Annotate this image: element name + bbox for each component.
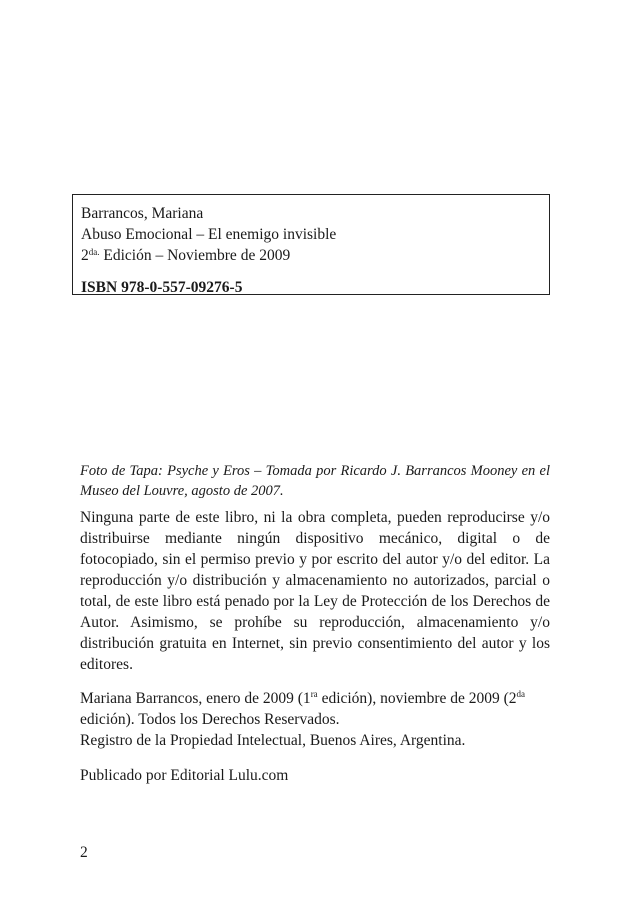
authorship-rights-line bbox=[80, 688, 550, 730]
author-name: Barrancos, Mariana bbox=[81, 205, 204, 222]
edition-number: 2 bbox=[81, 247, 89, 264]
book-title: Abuso Emocional – El enemigo invisible bbox=[81, 226, 337, 243]
authorship-sup-1: ra bbox=[310, 689, 318, 699]
authorship-block bbox=[80, 688, 550, 751]
isbn-line bbox=[81, 277, 549, 298]
isbn-value: 978-0-557-09276-5 bbox=[117, 279, 243, 296]
edition-text: Edición – Noviembre de 2009 bbox=[99, 247, 291, 264]
bibliographic-box bbox=[72, 194, 550, 295]
authorship-text-2: edición), noviembre de 2009 (2 bbox=[317, 690, 517, 707]
authorship-text-1: Mariana Barrancos, enero de 2009 (1 bbox=[80, 690, 311, 707]
isbn-label: ISBN bbox=[81, 279, 118, 296]
registry-line: Registro de la Propiedad Intelectual, Buenos Aires, Argentina. bbox=[80, 732, 466, 749]
authorship-text-3: edición). Todos los Derechos Reservados. bbox=[80, 711, 340, 728]
authorship-sup-2: da bbox=[516, 689, 526, 699]
edition-line bbox=[81, 245, 549, 266]
copyright-notice: Ninguna parte de este libro, ni la obra completa, pueden reproducirse y/o distribuirse mediante ningún dispositivo mecánico, digital o de fotocopiado, sin el permiso previo y por escrito del autor y/o del editor. La reproducción y/o distribución y almacenamiento no autorizados, parcial o total, de este libro está penado por la Ley de Protección de los Derechos de Autor. Asimismo, se prohíbe su reproducción, almacenamiento y/o distribución gratuita en Internet, sin previo consentimiento del autor y los editores. bbox=[80, 509, 550, 673]
cover-photo-credit: Foto de Tapa: Psyche y Eros – Tomada por Ricardo J. Barrancos Mooney en el Museo del Louvre, agosto de 2007. bbox=[80, 463, 550, 499]
page-number: 2 bbox=[80, 844, 88, 861]
publisher-line: Publicado por Editorial Lulu.com bbox=[80, 767, 289, 784]
edition-superscript: da. bbox=[88, 247, 100, 257]
